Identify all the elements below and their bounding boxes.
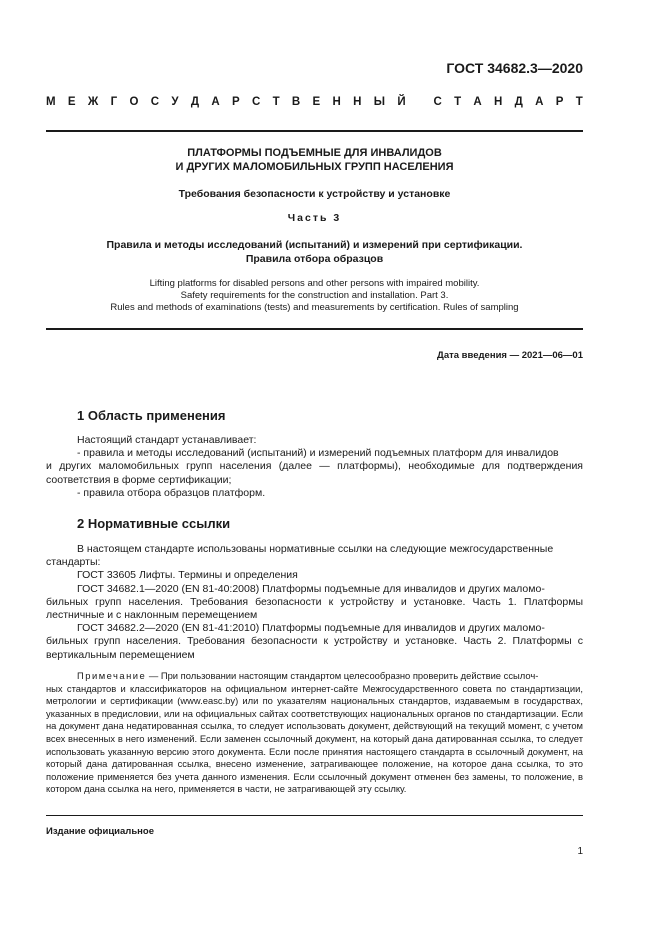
- banner-letter: Т: [272, 96, 280, 108]
- banner-letter: А: [473, 96, 482, 108]
- section-1-para: - правила и методы исследований (испытаний) и измерений подъемных платформ для инвалидов: [77, 447, 559, 460]
- document-number: ГОСТ 34682.3—2020: [446, 60, 583, 76]
- section-2-para: бильных групп населения. Требования безопасности к устройству и установке. Часть 2. Платформы с вертикальным перемещением: [46, 635, 583, 661]
- english-title-line-3: Rules and methods of examinations (tests) and measurements by certification. Rules of sampling: [110, 302, 519, 313]
- note-label: Примечание: [77, 670, 147, 681]
- top-rule: [46, 130, 583, 132]
- banner-letter: Р: [231, 96, 240, 108]
- banner-letter: Н: [494, 96, 503, 108]
- introduction-date: Дата введения — 2021—06—01: [437, 350, 583, 361]
- section-2-para: бильных групп населения. Требования безопасности к устройству и установке. Часть 1. Платформы лестничные и с наклонным перемещением: [46, 595, 583, 622]
- section-1-para: Настоящий стандарт устанавливает:: [77, 434, 257, 446]
- banner-letter: С: [433, 96, 442, 108]
- part-label: Часть 3: [287, 212, 342, 224]
- footer-rule: [46, 815, 583, 816]
- banner-letter: Н: [332, 96, 341, 108]
- banner-letter: [418, 96, 421, 108]
- note-block: [46, 670, 583, 796]
- standard-subtitle: Требования безопасности к устройству и установке: [178, 188, 451, 200]
- banner-letter: А: [535, 96, 544, 108]
- banner-letter: Ы: [373, 96, 386, 108]
- banner-letter: Е: [67, 96, 76, 108]
- part-title-line-1: Правила и методы исследований (испытаний) и измерений при сертификации.: [106, 239, 523, 251]
- part-title: [46, 238, 583, 266]
- page-number: 1: [577, 846, 583, 857]
- banner-letter: Т: [454, 96, 462, 108]
- section-1-para: - правила отбора образцов платформ.: [77, 486, 266, 499]
- banner-letter: М: [46, 96, 56, 108]
- note-text-first: — При пользовании настоящим стандартом целесообразно проверить действие ссылоч-: [146, 670, 539, 681]
- title-line-1: ПЛАТФОРМЫ ПОДЪЕМНЫЕ ДЛЯ ИНВАЛИДОВ: [187, 147, 442, 159]
- title-bottom-rule: [46, 328, 583, 330]
- english-title-line-2: Safety requirements for the construction and installation. Part 3.: [180, 290, 449, 301]
- banner-letter: О: [129, 96, 139, 108]
- english-title-line-1: Lifting platforms for disabled persons and other persons with impaired mobility.: [149, 278, 480, 289]
- banner-letter: В: [291, 96, 301, 108]
- part-title-line-2: Правила отбора образцов: [245, 253, 384, 265]
- standard-title: [46, 146, 583, 174]
- section-2-para: стандарты:: [46, 556, 101, 569]
- banner-letter: С: [251, 96, 261, 108]
- note-text: ных стандартов и классификаторов на официальном интернет-сайте Межгосударственного совета по стандартизации, метрологии и сертификации (www.easc.by) или по указателям национальных стандартов, издаваемым в государствах, указанных в предисловии, или на официальных сайтах соответствующих национальных органов по стандартизации. Если на документ дана недатированная ссылка, то следует использовать документ, действующий на текущий момент, с учетом всех внесенных в него изменений. Если заменен ссылочный документ, на который дана датированная ссылка, то следует использовать указанную версию этого документа. Если после принятия настоящего стандарта в ссылочный документ, на который дана датированная ссылка, внесено изменение, затрагивающее положение, на которое дана ссылка, то это положение применяется без учета данного изменения. Если ссылочный документ отменен без замены, то положение, в котором дана ссылка на него, применяется в части, не затрагивающей эту ссылку.: [46, 682, 583, 795]
- interstate-standard-banner: [46, 96, 583, 108]
- section-2-para: ГОСТ 34682.1—2020 (EN 81-40:2008) Платформы подъемные для инвалидов и других маломо-: [77, 582, 545, 595]
- title-line-2: И ДРУГИХ МАЛОМОБИЛЬНЫХ ГРУПП НАСЕЛЕНИЯ: [175, 161, 454, 173]
- section-1-heading: 1 Область применения: [77, 408, 226, 423]
- banner-letter: Й: [397, 96, 406, 108]
- banner-letter: Д: [514, 96, 523, 108]
- banner-letter: С: [150, 96, 160, 108]
- banner-letter: Г: [110, 96, 118, 108]
- banner-letter: Ж: [87, 96, 99, 108]
- section-1-para: и других маломобильных групп населения (далее — платформы), необходимые для подтверждения соответствия в форме сертификации;: [46, 460, 583, 486]
- section-1-body: [46, 434, 583, 500]
- banner-letter: А: [211, 96, 220, 108]
- banner-letter: У: [171, 96, 179, 108]
- section-2-body: [46, 543, 583, 662]
- section-2-para: ГОСТ 33605 Лифты. Термины и определения: [77, 569, 298, 582]
- banner-letter: Н: [353, 96, 362, 108]
- banner-letter: Т: [575, 96, 583, 108]
- section-2-para: ГОСТ 34682.2—2020 (EN 81-41:2010) Платформы подъемные для инвалидов и других маломо-: [77, 622, 545, 635]
- banner-letter: Р: [555, 96, 564, 108]
- official-edition-label: Издание официальное: [46, 826, 154, 837]
- banner-letter: Е: [312, 96, 321, 108]
- banner-letter: Д: [190, 96, 200, 108]
- english-title: [46, 278, 583, 314]
- section-2-para: В настоящем стандарте использованы нормативные ссылки на следующие межгосударственные: [77, 543, 554, 555]
- section-2-heading: 2 Нормативные ссылки: [77, 516, 231, 531]
